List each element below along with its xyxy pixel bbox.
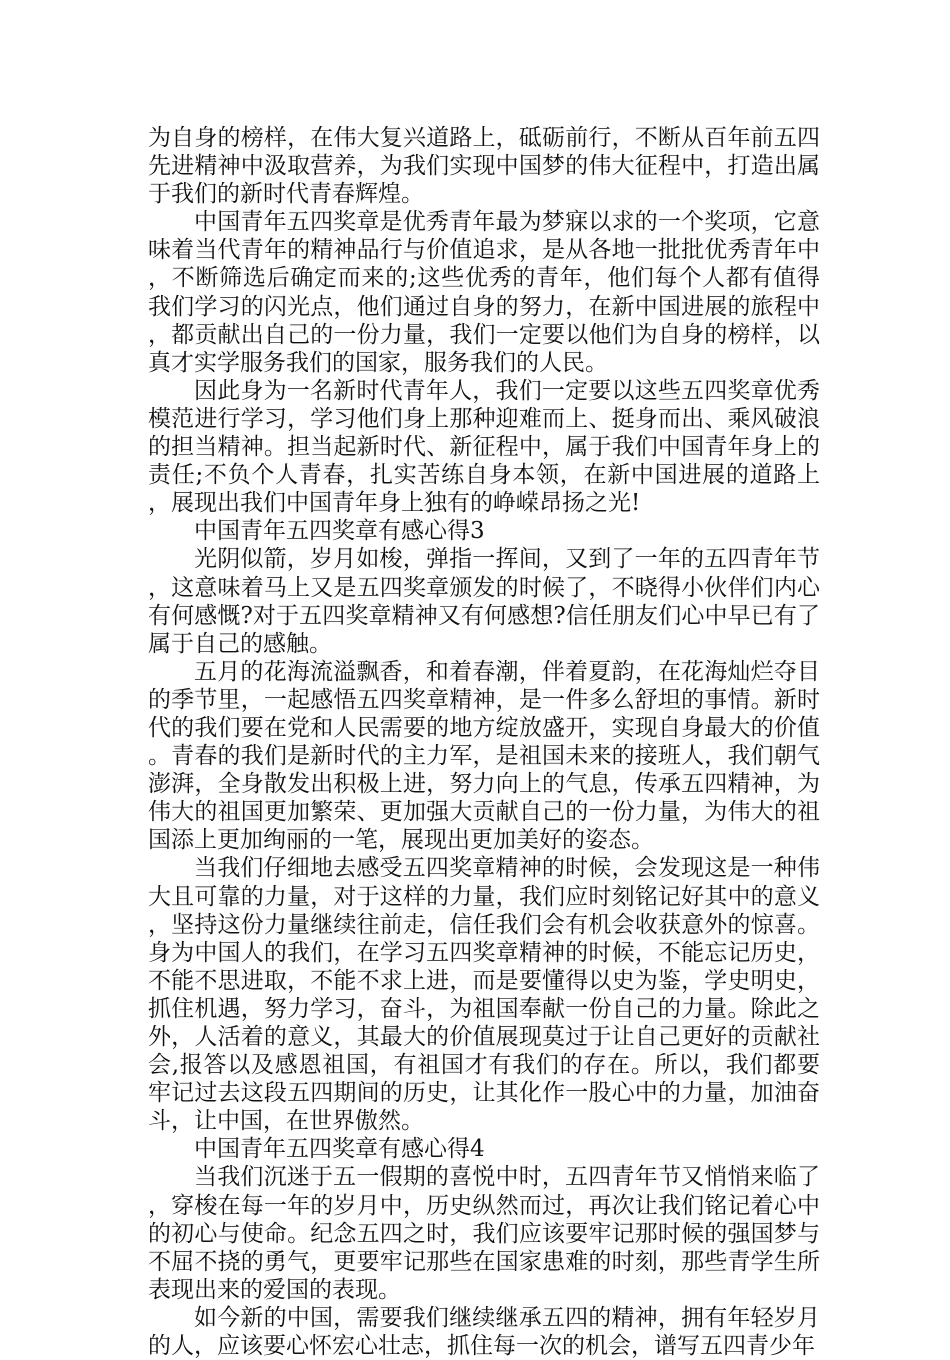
paragraph-4: 光阴似箭，岁月如梭，弹指一挥间，又到了一年的五四青年节，这意味着马上又是五四奖章颁发的时候了，不晓得小伙伴们内心有何感慨?对于五四奖章精神又有何感想?信任朋友们心中早已有了属于自己的感触。 [148,546,820,657]
section-heading-3: 中国青年五四奖章有感心得3 [194,518,485,545]
paragraph-8: 如今新的中国，需要我们继续继承五四的精神，拥有年轻岁月的人，应该要心怀宏心壮志，抓住每一次的机会，谱写五四青少年 [148,1304,820,1360]
paragraph-1: 为自身的榜样，在伟大复兴道路上，砥砺前行，不断从百年前五四先进精神中汲取营养，为我们实现中国梦的伟大征程中，打造出属于我们的新时代青春辉煌。 [148,125,820,208]
paragraph-3: 因此身为一名新时代青年人，我们一定要以这些五四奖章优秀模范进行学习，学习他们身上那种迎难而上、挺身而出、乘风破浪的担当精神。担当起新时代、新征程中，属于我们中国青年身上的责任;不负个人青春，扎实苦练自身本领，在新中国进展的道路上，展现出我们中国青年身上独有的峥嵘昂扬之光! [148,377,820,517]
paragraph-7: 当我们沉迷于五一假期的喜悦中时，五四青年节又悄悄来临了，穿梭在每一年的岁月中，历史纵然而过，再次让我们铭记着心中的初心与使命。纪念五四之时，我们应该要牢记那时候的强国梦与不屈不挠的勇气，更要牢记那些在国家患难的时刻，那些青学生所表现出来的爱国的表现。 [148,1164,820,1303]
section-heading-4: 中国青年五四奖章有感心得4 [194,1136,485,1163]
paragraph-6: 当我们仔细地去感受五四奖章精神的时候，会发现这是一种伟大且可靠的力量，对于这样的力量，我们应时刻铭记好其中的意义，坚持这份力量继续往前走，信任我们会有机会收获意外的惊喜。身为中国人的我们，在学习五四奖章精神的时候，不能忘记历史，不能不思进取，不能不求上进，而是要懂得以史为鉴，学史明史，抓住机遇，努力学习，奋斗，为祖国奉献一份自己的力量。除此之外，人活着的意义，其最大的价值展现莫过于让自己更好的贡献社会,报答以及感恩祖国，有祖国才有我们的存在。所以，我们都要牢记过去这段五四期间的历史，让其化作一股心中的力量，加油奋斗，让中国，在世界傲然。 [148,855,820,1135]
paragraph-5: 五月的花海流溢飘香，和着春潮，伴着夏韵，在花海灿烂夺目的季节里，一起感悟五四奖章精神，是一件多么舒坦的事情。新时代的我们要在党和人民需要的地方绽放盛开，实现自身最大的价值。青春的我们是新时代的主力军，是祖国未来的接班人，我们朝气澎湃，全身散发出积极上进，努力向上的气息，传承五四精神，为伟大的祖国更加繁荣、更加强大贡献自己的一份力量，为伟大的祖国添上更加绚丽的一笔，展现出更加美好的姿态。 [148,658,820,854]
paragraph-2: 中国青年五四奖章是优秀青年最为梦寐以求的一个奖项，它意味着当代青年的精神品行与价值追求，是从各地一批批优秀青年中，不断筛选后确定而来的;这些优秀的青年，他们每个人都有值得我们学习的闪光点，他们通过自身的努力，在新中国进展的旅程中，都贡献出自己的一份力量，我们一定要以他们为自身的榜样，以真才实学服务我们的国家，服务我们的人民。 [148,209,820,376]
document-body [148,124,820,1360]
